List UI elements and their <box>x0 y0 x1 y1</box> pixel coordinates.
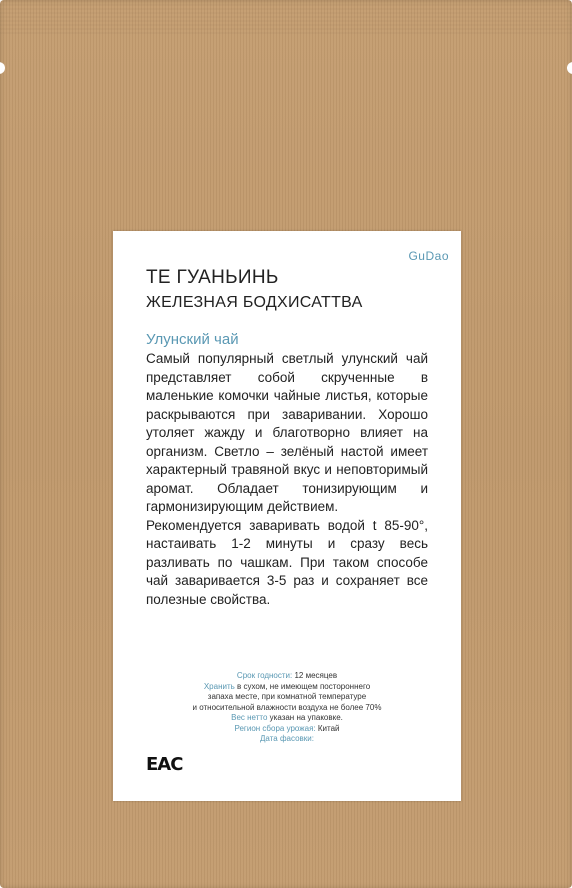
brand-name: GuDao <box>408 249 449 263</box>
description-paragraph: Самый популярный светлый улунский чай представляет собой скрученные в маленькие комочки чайные листья, которые раскрываются при заваривании. Хорошо утоляет жажду и благотворно влияет на организм. Светло – зелёный настой имеет характерный травяной вкус и неповторимый аромат. Обладает тонизирующим и гармонизирующим действием. <box>146 351 428 514</box>
net-weight-value: указан на упаковке. <box>269 713 343 722</box>
storage-info <box>113 671 461 745</box>
top-seal <box>0 0 572 34</box>
shelf-life-key: Срок годности: <box>236 671 293 680</box>
eac-mark-icon: EAC <box>146 754 183 775</box>
product-subtitle: ЖЕЛЕЗНАЯ БОДХИСАТТВА <box>146 294 363 311</box>
product-title: ТЕ ГУАНЬИНЬ <box>146 267 279 288</box>
net-weight-key: Вес нетто <box>231 713 268 722</box>
net-weight-line <box>113 713 461 724</box>
storage-line <box>113 682 461 693</box>
packing-date-line <box>113 734 461 745</box>
region-value: Китай <box>317 723 340 733</box>
storage-key: Хранить <box>203 681 235 691</box>
description-paragraph: Рекомендуется заваривать водой t 85-90°, настаивать 1-2 минуты и сразу весь разливать по чашкам. При таком способе чай заваривается 3-5 раз и сохраняет все полезные свойства. <box>146 517 428 607</box>
shelf-life-value: 12 месяцев <box>294 671 338 680</box>
storage-value: в сухом, не имеющем постороннего <box>237 681 371 691</box>
packing-date-key: Дата фасовки: <box>260 734 314 743</box>
tea-category: Улунский чай <box>146 331 239 348</box>
tear-notch-right <box>567 62 572 74</box>
tear-notch-left <box>0 62 5 74</box>
shelf-life-line <box>113 671 461 682</box>
storage-line-2: запаха месте, при комнатной температуре <box>207 692 367 701</box>
region-line <box>113 724 461 735</box>
product-description <box>146 350 428 609</box>
product-label <box>113 231 461 801</box>
storage-line-3: и относительной влажности воздуха не более 70% <box>192 702 382 712</box>
region-key: Регион сбора урожая: <box>234 723 316 733</box>
